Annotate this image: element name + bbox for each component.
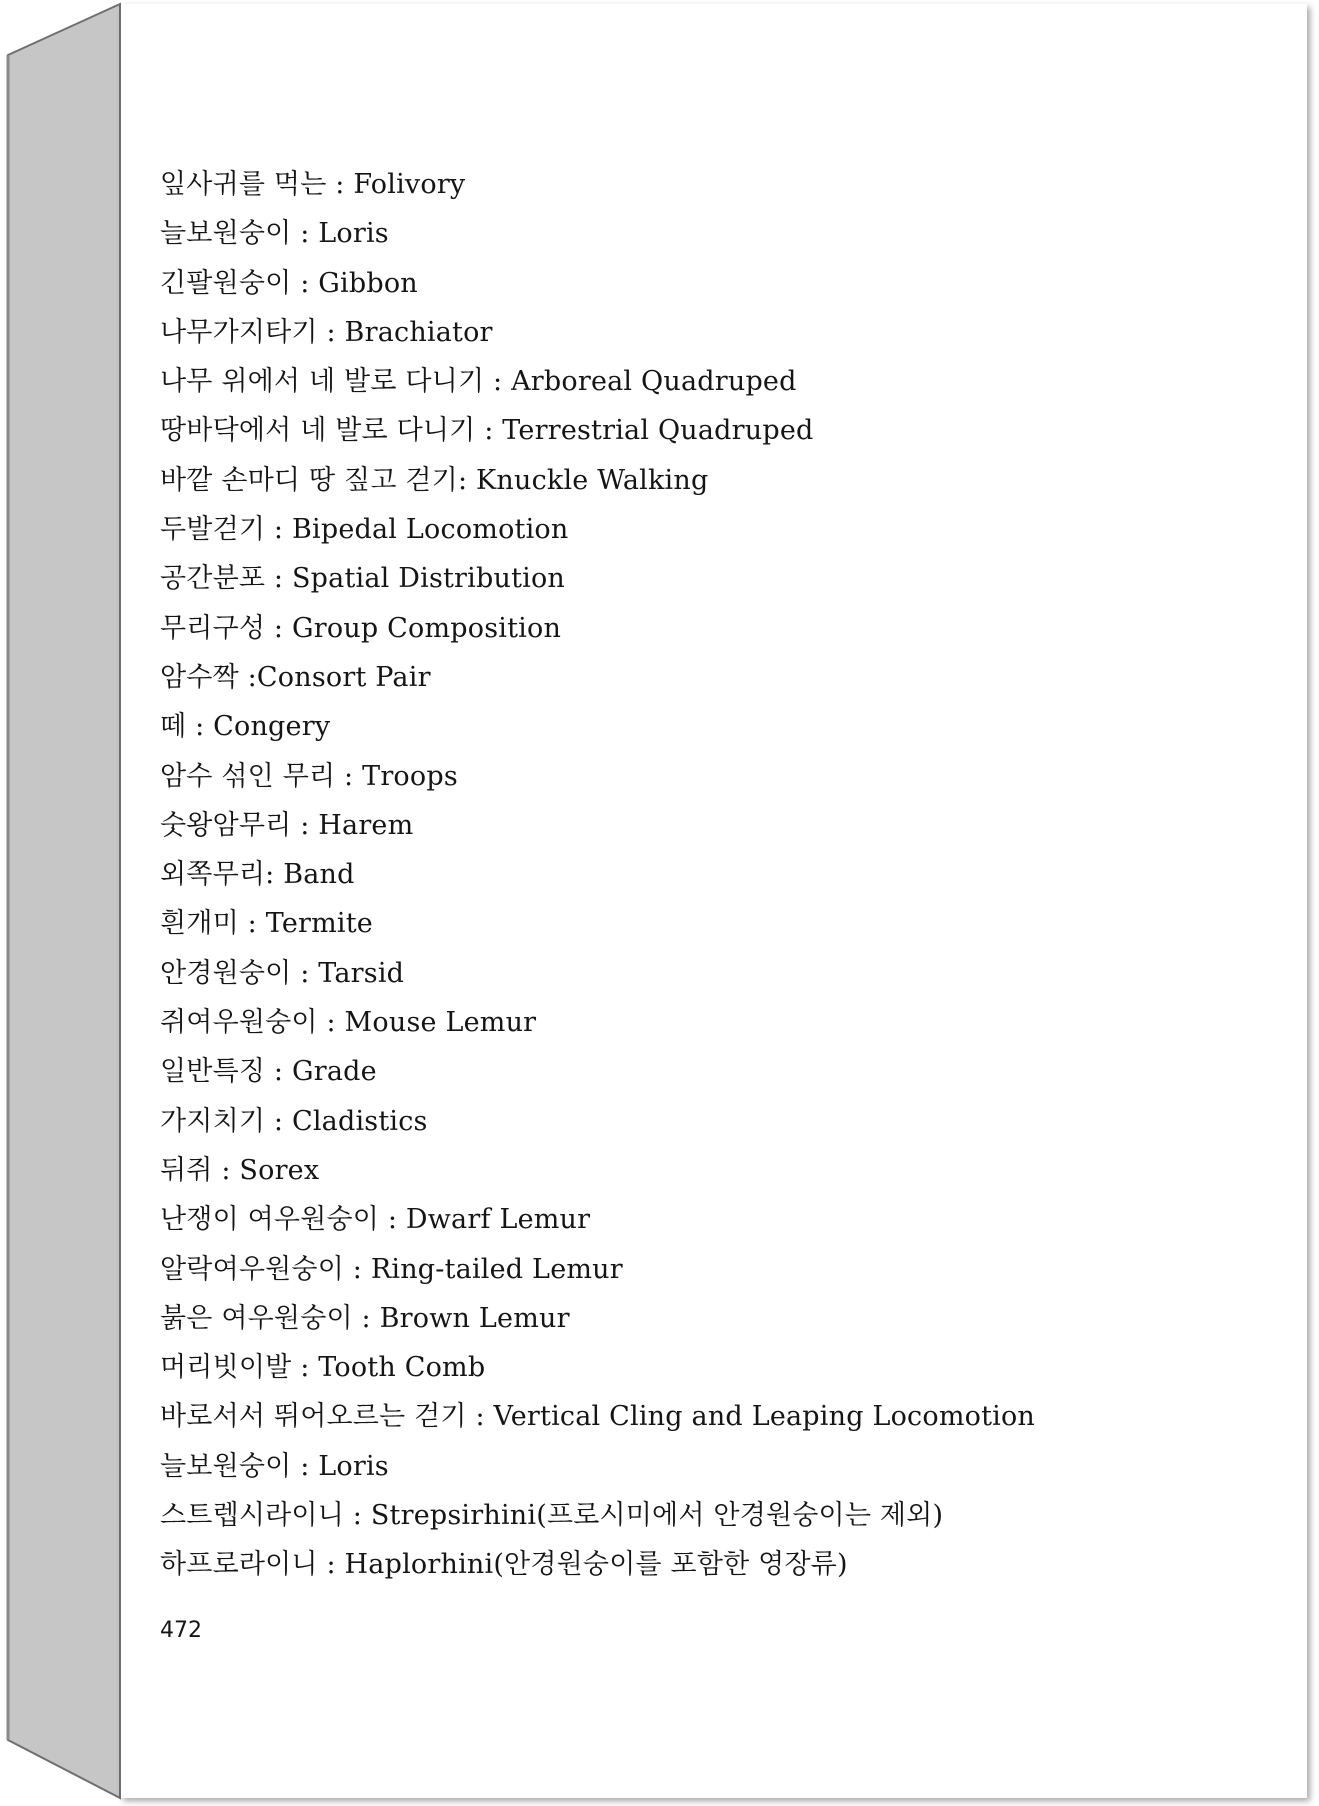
glossary-entry: 암수 섞인 무리 : Troops xyxy=(160,760,458,792)
glossary-entry: 난쟁이 여우원숭이 : Dwarf Lemur xyxy=(160,1204,591,1236)
glossary-entry: 늘보원숭이 : Loris xyxy=(160,218,389,250)
glossary-entry: 안경원숭이 : Tarsid xyxy=(160,957,405,989)
glossary-entry: 나무가지타기 : Brachiator xyxy=(160,316,493,348)
glossary-entry: 쥐여우원숭이 : Mouse Lemur xyxy=(160,1007,537,1039)
glossary-entry: 암수짝 :Consort Pair xyxy=(160,661,431,693)
glossary-list xyxy=(160,160,1035,1590)
glossary-entry: 하프로라이니 : Haplorhini(안경원숭이를 포함한 영장류) xyxy=(160,1549,848,1581)
glossary-entry: 뒤쥐 : Sorex xyxy=(160,1154,320,1186)
glossary-entry: 흰개미 : Termite xyxy=(160,908,373,940)
glossary-entry: 공간분포 : Spatial Distribution xyxy=(160,563,566,595)
glossary-entry: 바로서서 뛰어오르는 걷기 : Vertical Cling and Leaping Locomotion xyxy=(160,1401,1036,1433)
glossary-entry: 떼 : Congery xyxy=(160,711,331,743)
glossary-entry: 머리빗이발 : Tooth Comb xyxy=(160,1352,486,1384)
glossary-entry: 나무 위에서 네 발로 다니기 : Arboreal Quadruped xyxy=(160,366,797,398)
glossary-entry: 무리구성 : Group Composition xyxy=(160,612,562,644)
glossary-entry: 잎사귀를 먹는 : Folivory xyxy=(160,169,466,200)
glossary-entry: 스트렙시라이니 : Strepsirhini(프로시미에서 안경원숭이는 제외) xyxy=(160,1500,944,1532)
glossary-entry: 숫왕암무리 : Harem xyxy=(160,809,414,841)
page-number: 472 xyxy=(160,1618,202,1643)
glossary-entry: 두발걷기 : Bipedal Locomotion xyxy=(160,514,569,546)
glossary-entry: 외쪽무리: Band xyxy=(160,859,355,891)
glossary-entry: 바깥 손마디 땅 짚고 걷기: Knuckle Walking xyxy=(160,464,709,496)
glossary-entry: 늘보원숭이 : Loris xyxy=(160,1450,389,1482)
glossary-entry: 긴팔원숭이 : Gibbon xyxy=(160,267,418,299)
glossary-entry: 땅바닥에서 네 발로 다니기 : Terrestrial Quadruped xyxy=(160,415,814,447)
glossary-entry: 알락여우원숭이 : Ring-tailed Lemur xyxy=(160,1253,623,1285)
glossary-entry: 가지치기 : Cladistics xyxy=(160,1105,428,1137)
glossary-entry: 붉은 여우원숭이 : Brown Lemur xyxy=(160,1302,570,1334)
glossary-entry: 일반특징 : Grade xyxy=(160,1056,377,1088)
